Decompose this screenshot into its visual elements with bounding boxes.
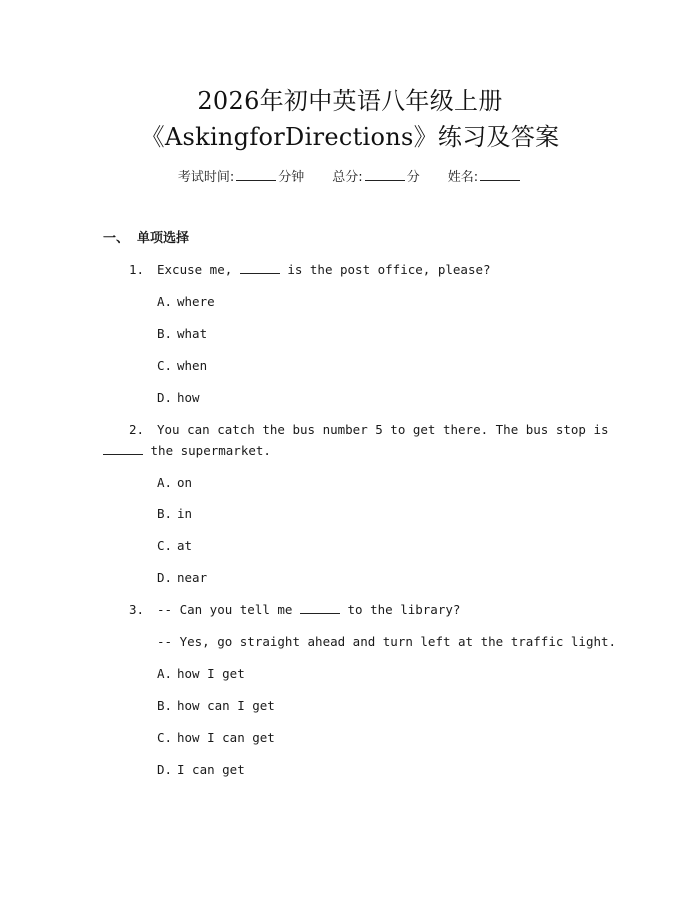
question-3-reply: -- Yes, go straight ahead and turn left at the traffic light.: [157, 634, 617, 649]
option-text: in: [177, 506, 193, 521]
option-item: [157, 505, 192, 523]
answer-blank: [240, 261, 280, 274]
page-title-line-1: 2026年初中英语八年级上册: [197, 87, 503, 115]
option-letter: B.: [157, 506, 173, 521]
option-letter: A.: [157, 294, 173, 309]
answer-blank: [103, 442, 143, 455]
option-text: on: [177, 475, 193, 490]
section-number: 一、: [103, 231, 130, 246]
section-heading: [103, 230, 189, 248]
question-number: 1.: [129, 262, 145, 277]
option-letter: C.: [157, 538, 173, 553]
option-item: [157, 665, 245, 683]
option-text: how can I get: [177, 698, 275, 713]
time-label: 考试时间:: [177, 170, 235, 185]
option-item: [157, 357, 207, 375]
option-letter: D.: [157, 390, 173, 405]
question-1-stem: [129, 261, 491, 279]
option-item: [157, 729, 275, 747]
option-item: [157, 761, 245, 779]
option-text: how: [177, 390, 200, 405]
option-letter: D.: [157, 762, 173, 777]
time-unit: 分钟: [278, 170, 305, 185]
name-label: 姓名:: [447, 170, 479, 185]
option-letter: A.: [157, 666, 173, 681]
option-text: how I can get: [177, 730, 275, 745]
option-item: [157, 389, 200, 407]
option-letter: B.: [157, 326, 173, 341]
score-label: 总分:: [332, 170, 363, 185]
option-item: [157, 474, 192, 492]
option-text: at: [177, 538, 193, 553]
stem-text: You can catch the bus number 5 to get there. The bus stop is: [157, 422, 609, 437]
answer-blank: [300, 601, 340, 614]
option-letter: A.: [157, 475, 173, 490]
stem-text-before: Excuse me,: [157, 262, 240, 277]
option-item: [157, 537, 192, 555]
stem-text-after: the supermarket.: [143, 443, 271, 458]
question-2-stem-line-1: [129, 421, 609, 439]
option-text: I can get: [177, 762, 245, 777]
option-letter: C.: [157, 358, 173, 373]
option-item: [157, 325, 207, 343]
time-blank: [236, 168, 276, 181]
option-item: [157, 293, 215, 311]
score-blank: [365, 168, 405, 181]
option-letter: D.: [157, 570, 173, 585]
exam-info-line: [0, 168, 700, 188]
question-number: 2.: [129, 422, 145, 437]
option-text: near: [177, 570, 208, 585]
page-title-line-2: 《AskingforDirections》练习及答案: [140, 123, 560, 151]
question-3-stem: [129, 601, 460, 619]
section-title: 单项选择: [137, 231, 190, 246]
option-item: [157, 569, 207, 587]
option-text: what: [177, 326, 208, 341]
option-text: where: [177, 294, 215, 309]
option-letter: B.: [157, 698, 173, 713]
question-2-stem-line-2: [103, 442, 271, 460]
score-unit: 分: [406, 170, 420, 185]
stem-text-before: -- Can you tell me: [157, 602, 300, 617]
stem-text-after: is the post office, please?: [279, 262, 491, 277]
option-text: when: [177, 358, 208, 373]
option-item: [157, 697, 275, 715]
question-number: 3.: [129, 602, 145, 617]
stem-text-after: to the library?: [340, 602, 461, 617]
option-text: how I get: [177, 666, 245, 681]
name-blank: [480, 168, 520, 181]
option-letter: C.: [157, 730, 173, 745]
